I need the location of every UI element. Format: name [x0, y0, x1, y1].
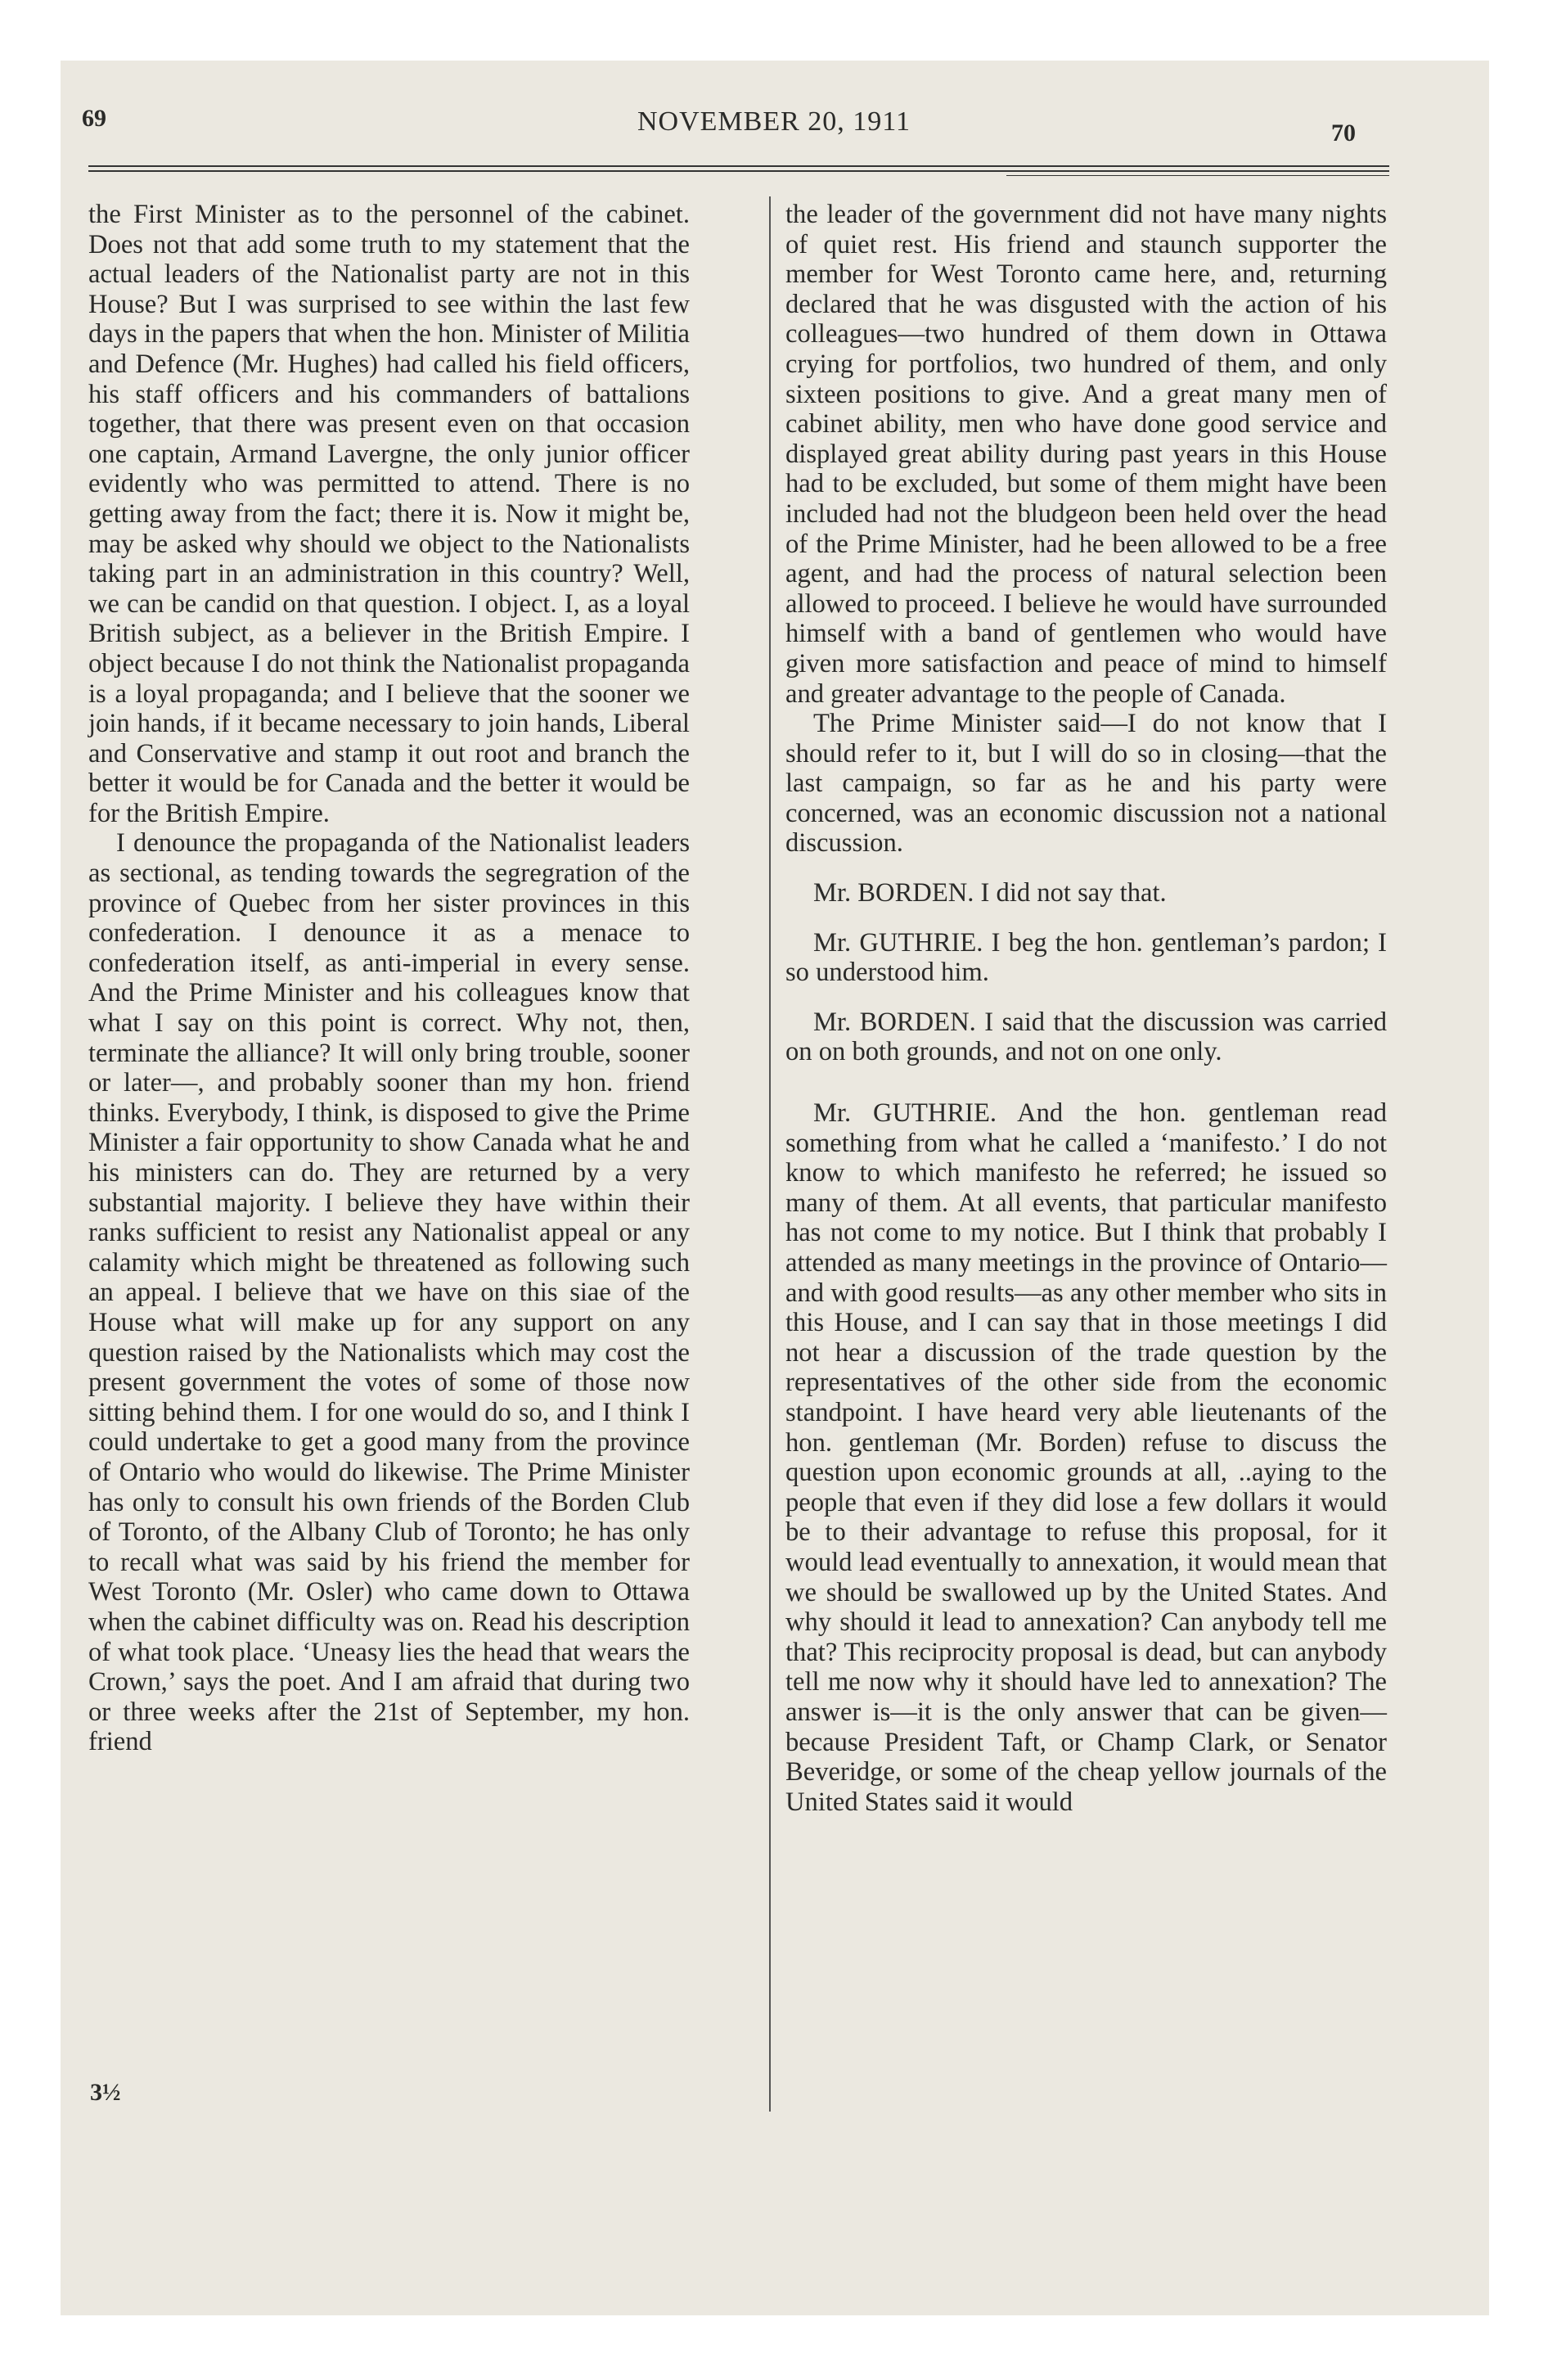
header-rule-bottom [88, 170, 1389, 172]
left-column [88, 200, 690, 1757]
paragraph-speaker-borden: Mr. BORDEN. I did not say that. [813, 878, 1167, 908]
paragraph: I denounce the propaganda of the Nationalist leaders as sectional, as tending towards the segregration of the province of Quebec from her sister provinces in this confederation. I denounce it as a menace to confederation itself, as anti-imperial in every sense. And the Prime Minister and his colleagues know that what I say on this point is correct. Why not, then, terminate the alliance? It will only bring trouble, sooner or later—, and probably sooner than my hon. friend thinks. Everybody, I think, is disposed to give the Prime Minister a fair opportunity to show Canada what he and his ministers can do. They are returned by a very substantial majority. I believe they have within their ranks sufficient to resist any Nationalist appeal or any calamity which might be threatened as following such an appeal. I believe that we have on this siae of the House what will make up for any support on any question raised by the Nationalists which may cost the present government the votes of some of those now sitting behind them. I for one would do so, and I think I could undertake to get a good many from the province of Ontario who would do likewise. The Prime Minister has only to consult his own friends of the Borden Club of Toronto, of the Albany Club of Toronto; he has only to recall what was said by his friend the member for West Toronto (Mr. Osler) who came down to Ottawa when the cabinet difficulty was on. Read his description of what took place. ‘Uneasy lies the head that wears the Crown,’ says the poet. And I am afraid that during two or three weeks after the 21st of September, my hon. friend [88, 828, 690, 1757]
paragraph-speaker-guthrie: Mr. GUTHRIE. I beg the hon. gentleman’s pardon; I so understood him. [785, 927, 1387, 988]
paragraph: the leader of the government did not have many nights of quiet rest. His friend and staunch supporter the member for West Toronto came here, and, returning declared that he was disgusted with the action of his colleagues—two hundred of them down in Ottawa crying for portfolios, two hundred of them, and only sixteen positions to give. And a great many men of cabinet ability, men who have done good service and displayed great ability during past years in this House had to be excluded, but some of them might have been included had not the bludgeon been held over the head of the Prime Minister, had he been allowed to be a free agent, and had the process of natural selection been allowed to proceed. I believe he would have surrounded himself with a band of gentlemen who would have given more satisfaction and peace of mind to himself and greater advantage to the people of Canada. [785, 200, 1387, 709]
column-divider [769, 196, 771, 2112]
signature-mark: 3½ [90, 2079, 121, 2106]
header-rule-top [88, 165, 1389, 167]
page-number-left: 69 [82, 105, 106, 132]
page-number-right: 70 [1331, 119, 1356, 146]
paragraph: The Prime Minister said—I do not know that I should refer to it, but I will do so in closing—that the last campaign, so far as he and his party were concerned, was an economic discussion not a national discussion. [785, 709, 1387, 859]
running-head-date: NOVEMBER 20, 1911 [637, 106, 911, 137]
paragraph: the First Minister as to the personnel of the cabinet. Does not that add some truth to my statement that the actual leaders of the Nationalist party are not in this House? But I was surprised to see within the last few days in the papers that when the hon. Minister of Militia and Defence (Mr. Hughes) had called his field officers, his staff officers and his commanders of battalions together, that there was present even on that occasion one captain, Armand Lavergne, the only junior officer evidently who was permitted to attend. There is no getting away from the fact; there it is. Now it might be, may be asked why should we object to the Nationalists taking part in an administration in this country? Well, we can be candid on that question. I object. I, as a loyal British subject, as a believer in the British Empire. I object because I do not think the Nationalist propaganda is a loyal propaganda; and I believe that the sooner we join hands, if it became necessary to join hands, Liberal and Conservative and stamp it out root and branch the better it would be for Canada and the better it would be for the British Empire. [88, 200, 690, 828]
paragraph-speaker-guthrie: Mr. GUTHRIE. And the hon. gentleman read something from what he called a ‘manifesto.’ I do not know to which manifesto he referred; he issued so many of them. At all events, that particular manifesto has not come to my notice. But I think that probably I attended as many meetings in the province of Ontario—and with good results—as any other member who sits in this House, and I can say that in those meetings I did not hear a discussion of the trade question by the representatives of the other side from the economic standpoint. I have heard very able lieutenants of the hon. gentleman (Mr. Borden) refuse to discuss the question upon economic grounds at all, ..aying to the people that even if they did lose a few dollars it would be to their advantage to refuse this proposal, for it would lead eventually to annexation, it would mean that we should be swallowed up by the United States. And why should it lead to annexation? Can anybody tell me that? This reciprocity proposal is dead, but can anybody tell me now why it should have led to annexation? The answer is—it is the only answer that can be given—because President Taft, or Champ Clark, or Senator Beveridge, or some of the cheap yellow journals of the United States said it would [785, 1098, 1387, 1817]
right-column [785, 200, 1387, 1817]
paragraph-speaker-borden: Mr. BORDEN. I said that the discussion was carried on on both grounds, and not on one only. [785, 1007, 1387, 1067]
header-rule-accent [1006, 175, 1389, 176]
